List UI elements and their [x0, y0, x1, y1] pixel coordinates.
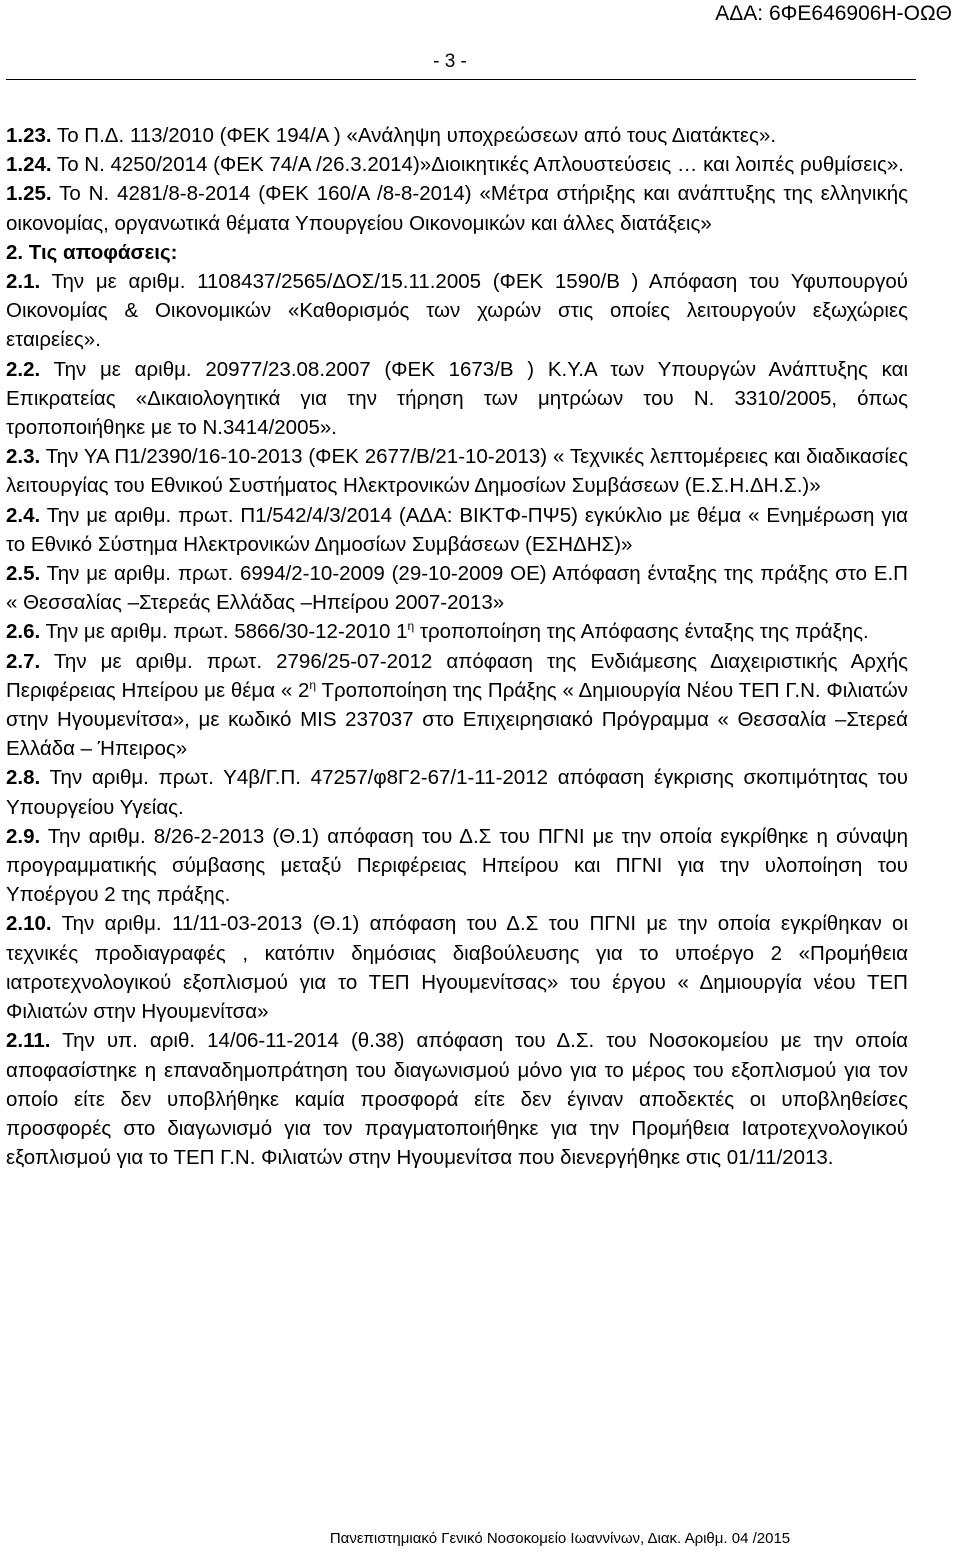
paragraph-2-8: 2.8. Την αριθμ. πρωτ. Υ4β/Γ.Π. 47257/φ8Γ2-67/1-11-2012 απόφαση έγκρισης σκοπιμότητας του Υπουργείου Υγείας.	[6, 766, 908, 819]
page-number: - 3 -	[433, 51, 467, 72]
paragraph-2-9: 2.9. Την αριθμ. 8/26-2-2013 (Θ.1) απόφαση του Δ.Σ του ΠΓΝΙ με την οποία εγκρίθηκε η σύναψη προγραμματικής σύμβασης μεταξύ Περιφέρειας Ηπείρου και ΠΓΝΙ για την υλοποίηση του Υποέργου 2 της πράξης.	[6, 824, 908, 907]
page-footer	[0, 1530, 960, 1547]
paragraph-2-6: 2.6. Την με αριθμ. πρωτ. 5866/30-12-2010 $1^\eta$ τροποποίηση της Απόφασης ένταξης της πράξης.	[6, 619, 869, 644]
paragraph-2-1: 2.1. Την με αριθμ. 1108437/2565/ΔΟΣ/15.11.2005 (ΦΕΚ 1590/Β ) Απόφαση του Υφυπουργού Οικονομίας & Οικονομικών «Καθορισμός των χωρών στις οποίες λειτουργούν εξωχώριες εταιρείες».	[6, 270, 908, 352]
paragraph-1-23: 1.23. Το Π.Δ. 113/2010 (ΦΕΚ 194/Α ) «Ανάληψη υποχρεώσεων από τους Διατάκτες».	[6, 124, 777, 147]
paragraph-2-3: 2.3. Την ΥΑ Π1/2390/16-10-2013 (ΦΕΚ 2677/Β/21-10-2013) « Τεχνικές λεπτομέρειες και διαδικασίες λειτουργίας του Εθνικού Συστήματος Ηλεκτρονικών Δημοσίων Συμβάσεων (Ε.Σ.Η.ΔΗ.Σ.)»	[6, 445, 908, 498]
footer-text: Πανεπιστημιακό Γενικό Νοσοκομείο Ιωαννίνων, Διακ. Αριθμ. 04 /2015	[329, 1530, 791, 1547]
paragraph-2-4: 2.4. Την με αριθμ. πρωτ. Π1/542/4/3/2014 (ΑΔΑ: ΒΙΚΤΦ-ΠΨ5) εγκύκλιο με θέμα « Ενημέρωση για το Εθνικό Σύστημα Ηλεκτρονικών Δημοσίων Συμβάσεων (ΕΣΗΔΗΣ)»	[6, 503, 908, 556]
paragraph-2-11: 2.11. Την υπ. αριθ. 14/06-11-2014 (θ.38) απόφαση του Δ.Σ. του Νοσοκομείου με την οποία αποφασίστηκε η επαναδημοπράτηση του διαγωνισμού μόνο για το μέρος του εξοπλισμού για τον οποίο είτε δεν υποβλήθηκε καμία προσφορά είτε δεν έγιναν αποδεκτές οι υποβληθείσες προσφορές στο διαγωνισμό για τον πραγματοποιήθηκε για την Προμήθεια Ιατροτεχνολογικού εξοπλισμού για το ΤΕΠ Γ.Ν. Φιλιατών στην Ηγουμενίτσα που διενεργήθηκε στις 01/11/2013.	[6, 1029, 908, 1170]
paragraph-2-7: 2.7. Την με αριθμ. πρωτ. 2796/25-07-2012 απόφαση της Ενδιάμεσης Διαχειριστικής Αρχής Περιφέρειας Ηπείρου με θέμα « $2^\eta$ Τροποποίηση της Πράξης « Δημιουργία Νέου ΤΕΠ Γ.Ν. Φιλιατών στην Ηγουμενίτσα», με κωδικό MIS 237037 στο Επιχειρησιακό Πρόγραμμα « Θεσσαλία –Στερεά Ελλάδα – Ήπειρος»	[6, 649, 908, 761]
paragraph-2-5: 2.5. Την με αριθμ. πρωτ. 6994/2-10-2009 (29-10-2009 ΟΕ) Απόφαση ένταξης της πράξης στο Ε.Π « Θεσσαλίας –Στερεάς Ελλάδας –Ηπείρου 2007-2013»	[6, 562, 908, 615]
document-body	[6, 121, 908, 1172]
decisions-heading: 2. Τις αποφάσεις:	[6, 240, 178, 264]
header-rule	[6, 79, 916, 80]
paragraph-1-24: 1.24. Το Ν. 4250/2014 (ΦΕΚ 74/Α /26.3.2014)»Διοικητικές Απλουστεύσεις … και λοιπές ρυθμίσεις».	[6, 153, 904, 177]
paragraph-1-25: 1.25. Το Ν. 4281/8-8-2014 (ΦΕΚ 160/Α /8-8-2014) «Μέτρα στήριξης και ανάπτυξης της ελληνικής οικονομίας, οργανωτικά θέματα Υπουργείου Οικονομικών και άλλες διατάξεις»	[6, 182, 908, 235]
paragraph-2-2: 2.2. Την με αριθμ. 20977/23.08.2007 (ΦΕΚ 1673/Β ) Κ.Υ.Α των Υπουργών Ανάπτυξης και Επικρατείας «Δικαιολογητικά για την τήρηση των μητρώων του Ν. 3310/2005, όπως τροποποιήθηκε με το Ν.3414/2005».	[6, 357, 908, 440]
ada-code: ΑΔΑ: 6ΦΕ646906Η-ΟΩΘ	[715, 2, 952, 25]
paragraph-2-10: 2.10. Την αριθμ. 11/11-03-2013 (Θ.1) απόφαση του Δ.Σ του ΠΓΝΙ με την οποία εγκρίθηκαν οι τεχνικές προδιαγραφές , κατόπιν δημόσιας διαβούλευσης για το υποέργο 2 «Προμήθεια ιατροτεχνολογικού εξοπλισμού για το ΤΕΠ Ηγουμενίτσας» του έργου « Δημιουργία νέου ΤΕΠ Φιλιατών στην Ηγουμενίτσα»	[6, 912, 908, 1024]
